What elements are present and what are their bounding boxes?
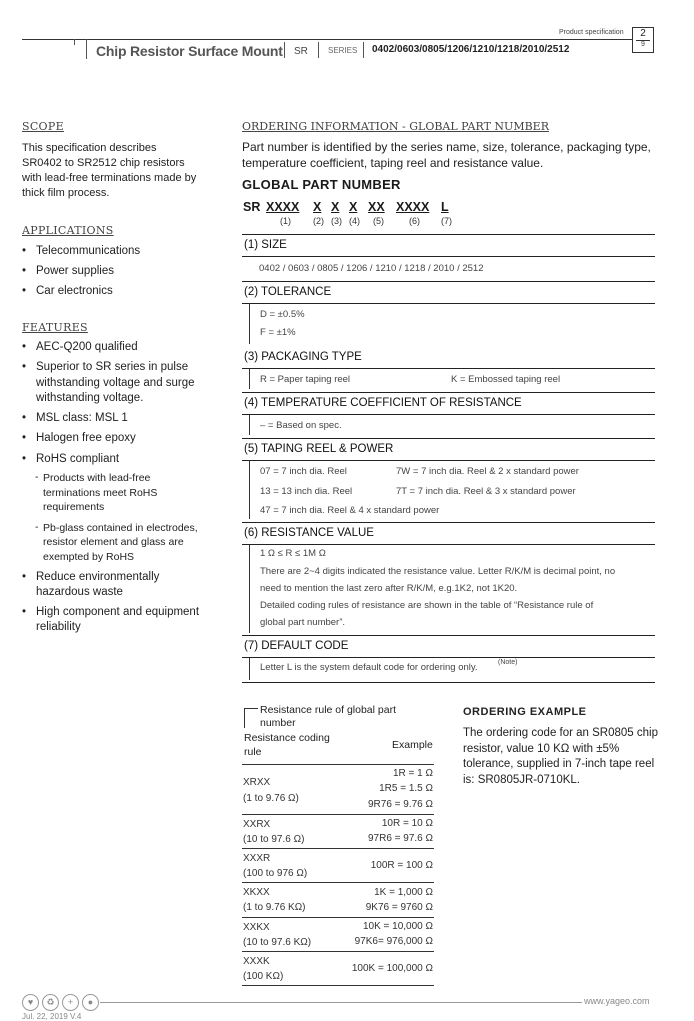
rule-range: (100 to 976 Ω) (243, 868, 308, 879)
scope-heading: SCOPE (22, 120, 64, 133)
table-col2-header: Example (392, 739, 433, 751)
code-prefix: SR (243, 200, 261, 214)
rohs-subitem-cont: requirements (43, 501, 105, 513)
rule-range: (10 to 97.6 KΩ) (243, 937, 312, 948)
table-rule (242, 814, 434, 815)
table-col1-header: rule (244, 746, 262, 758)
rule-range: (10 to 97.6 Ω) (243, 834, 305, 845)
resistance-title: (6) RESISTANCE VALUE (244, 527, 374, 539)
application-item: • Telecommunications (36, 244, 140, 259)
table-rule (242, 882, 434, 883)
taping-13: 13 = 13 inch dia. Reel (260, 486, 353, 497)
rule-example: 100R = 100 Ω (370, 860, 433, 871)
section-rule (242, 256, 655, 257)
rule-code: XKXX (243, 887, 270, 898)
section-bar (249, 461, 250, 519)
header-tick (74, 39, 75, 45)
code-index: (2) (313, 216, 324, 226)
rule-code: XXKX (243, 922, 270, 933)
document-title: Chip Resistor Surface Mount (96, 43, 283, 59)
tcr-value: – = Based on spec. (260, 420, 342, 431)
feature-item-cont: withstanding voltage. (36, 392, 144, 404)
ordering-example-text: The ordering code for an SR0805 chip resistor, value 10 KΩ with ±5% tolerance, supplied in 7-inch tape reel is: SR0805JR-0710KL. (463, 727, 658, 786)
tolerance-d: D = ±0.5% (260, 309, 305, 320)
header-rule (22, 39, 632, 40)
page-total: 9 (641, 41, 645, 48)
taping-07: 07 = 7 inch dia. Reel (260, 466, 347, 477)
scope-line: with lead-free terminations made by (22, 172, 197, 184)
series-code: SR (294, 46, 308, 57)
section-rule (242, 522, 655, 523)
size-title: (1) SIZE (244, 239, 287, 251)
feature-item: • MSL class: MSL 1 (36, 411, 128, 426)
table-rule (242, 764, 434, 765)
resistance-text: There are 2~4 digits indicated the resistance value. Letter R/K/M is decimal point, no (260, 566, 616, 577)
series-sizes: 0402/0603/0805/1206/1210/1218/2010/2512 (372, 44, 570, 55)
packaging-r: R = Paper taping reel (260, 374, 351, 385)
table-rule (242, 917, 434, 918)
rule-example: 9K76 = 9760 Ω (365, 902, 433, 913)
resistance-text: global part number”. (260, 617, 346, 628)
code-index: (6) (409, 216, 420, 226)
rohs-subitem-cont: terminations meet RoHS (43, 487, 158, 499)
footer-url[interactable]: www.yageo.com (584, 996, 650, 1006)
section-rule (242, 635, 655, 636)
rule-example: 100K = 100,000 Ω (351, 963, 433, 974)
default-note: (Note) (498, 659, 518, 666)
tolerance-title: (2) TOLERANCE (244, 286, 332, 298)
resistance-text: need to mention the last zero after R/K/M, e.g.1K2, not 1K20. (260, 583, 518, 594)
section-bar (249, 545, 250, 633)
feature-item: • Halogen free epoxy (36, 431, 136, 446)
tolerance-f: F = ±1% (260, 327, 296, 338)
footer-date: Jul. 22, 2019 V.4 (22, 1012, 82, 1021)
rule-example: 1K = 1,000 Ω (374, 887, 433, 898)
rule-code: XRXX (243, 777, 271, 788)
features-heading: FEATURES (22, 321, 88, 334)
header-tick (86, 39, 87, 59)
rule-example: 1R5 = 1.5 Ω (379, 783, 433, 794)
section-rule (242, 682, 655, 683)
code-part-tolerance: X (313, 200, 322, 214)
taping-7t: 7T = 7 inch dia. Reel & 3 x standard power (396, 486, 576, 497)
applications-heading: APPLICATIONS (22, 224, 114, 237)
caption-corner (244, 708, 245, 728)
header-tick (318, 42, 319, 58)
recycle-icon: ♻ (42, 994, 59, 1011)
rule-range: (100 KΩ) (243, 971, 284, 982)
feature-item: • High component and equipment (36, 605, 199, 620)
application-item: • Power supplies (36, 264, 114, 279)
rule-example: 97R6 = 97.6 Ω (367, 833, 433, 844)
section-rule (242, 234, 655, 235)
packaging-title: (3) PACKAGING TYPE (244, 351, 362, 363)
table-rule (242, 951, 434, 952)
code-part-taping: XX (368, 200, 385, 214)
taping-7w: 7W = 7 inch dia. Reel & 2 x standard power (396, 466, 579, 477)
code-part-default: L (441, 200, 449, 214)
taping-title: (5) TAPING REEL & POWER (244, 443, 394, 455)
rule-code: XXRX (243, 819, 271, 830)
resistance-text: Detailed coding rules of resistance are shown in the table of “Resistance rule of (260, 600, 594, 611)
scope-line: SR0402 to SR2512 chip resistors (22, 157, 185, 169)
rule-example: 10R = 10 Ω (381, 818, 433, 829)
table-col1-header: Resistance coding (244, 732, 330, 744)
feature-item: • Superior to SR series in pulse (36, 360, 188, 375)
code-part-size: XXXX (266, 200, 300, 214)
ordering-heading: ORDERING INFORMATION - GLOBAL PART NUMBER (242, 120, 549, 133)
rule-code: XXXK (243, 956, 270, 967)
section-rule (242, 392, 655, 393)
section-rule (242, 368, 655, 369)
code-part-packaging: X (331, 200, 340, 214)
header-tick (363, 42, 364, 58)
code-part-tcr: X (349, 200, 358, 214)
section-bar (249, 304, 250, 344)
section-bar (249, 658, 250, 680)
section-bar (249, 415, 250, 435)
default-title: (7) DEFAULT CODE (244, 640, 349, 652)
eco-icon: ♥ (22, 994, 39, 1011)
feature-item: • AEC-Q200 qualified (36, 340, 138, 355)
section-rule (242, 544, 655, 545)
code-index: (5) (373, 216, 384, 226)
table-caption: number (260, 717, 296, 729)
taping-47: 47 = 7 inch dia. Reel & 4 x standard power (260, 505, 440, 516)
rohs-subitem-cont: exempted by RoHS (43, 551, 135, 563)
product-spec-label: Product specification (559, 29, 624, 36)
caption-corner (244, 708, 258, 709)
section-rule (242, 657, 655, 658)
feature-item: • Reduce environmentally (36, 570, 159, 585)
feature-item-cont: hazardous waste (36, 586, 123, 598)
rule-range: (1 to 9.76 Ω) (243, 793, 299, 804)
footer-rule (100, 1002, 582, 1003)
plus-icon: + (62, 994, 79, 1011)
feature-item-cont: withstanding voltage and surge (36, 377, 195, 389)
rule-example: 10K = 10,000 Ω (362, 921, 433, 932)
rule-example: 9R76 = 9.76 Ω (367, 799, 433, 810)
tcr-title: (4) TEMPERATURE COEFFICIENT OF RESISTANCE (244, 397, 522, 409)
table-caption: Resistance rule of global part (260, 704, 396, 716)
application-item: • Car electronics (36, 284, 113, 299)
scope-line: thick film process. (22, 187, 110, 199)
header-tick (284, 42, 285, 58)
ordering-example-heading: ORDERING EXAMPLE (463, 706, 587, 718)
section-rule (242, 438, 655, 439)
section-rule (242, 281, 655, 282)
rohs-subitem: - Products with lead-free (43, 471, 150, 486)
rohs-subitem-cont: resistor element and glass are (43, 536, 184, 548)
scope-line: This specification describes (22, 142, 157, 154)
code-index: (3) (331, 216, 342, 226)
section-rule (242, 303, 655, 304)
section-rule (242, 460, 655, 461)
rohs-subitem: - Pb-glass contained in electrodes, (43, 521, 198, 536)
code-index: (4) (349, 216, 360, 226)
bulb-icon: ● (82, 994, 99, 1011)
table-rule (242, 848, 434, 849)
section-bar (249, 369, 250, 389)
page-number: 2 (640, 28, 646, 39)
code-part-resistance: XXXX (396, 200, 430, 214)
gpn-heading: GLOBAL PART NUMBER (242, 177, 401, 192)
page-indicator (632, 27, 654, 53)
code-index: (7) (441, 216, 452, 226)
rule-example: 97K6= 976,000 Ω (354, 936, 433, 947)
feature-item: • RoHS compliant (36, 452, 119, 467)
resistance-range: 1 Ω ≤ R ≤ 1M Ω (260, 548, 326, 559)
default-value: Letter L is the system default code for ordering only. (260, 662, 478, 673)
rule-example: 1R = 1 Ω (393, 768, 433, 779)
section-rule (242, 414, 655, 415)
rule-range: (1 to 9.76 KΩ) (243, 902, 306, 913)
rule-code: XXXR (243, 853, 271, 864)
size-value: 0402 / 0603 / 0805 / 1206 / 1210 / 1218 / 2010 / 2512 (259, 263, 484, 274)
ordering-intro: Part number is identified by the series name, size, tolerance, packaging type, temperature coefficient, taping reel and resistance value. (242, 140, 651, 170)
feature-item-cont: reliability (36, 621, 81, 633)
packaging-k: K = Embossed taping reel (451, 374, 561, 385)
series-word: SERIES (328, 46, 358, 55)
table-rule (242, 985, 434, 986)
code-index: (1) (280, 216, 291, 226)
